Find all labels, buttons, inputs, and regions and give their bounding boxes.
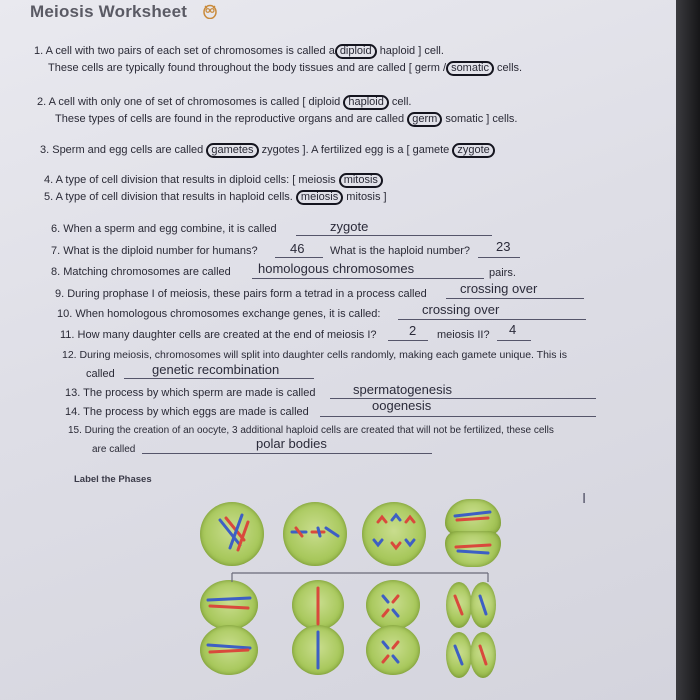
text-cursor-icon: I	[582, 490, 587, 507]
question-11b: meiosis II?	[437, 329, 490, 341]
answer-q8: homologous chromosomes	[258, 261, 415, 276]
question-7a: 7. What is the diploid number for humans?	[51, 245, 258, 257]
answer-q11b: 4	[509, 322, 517, 337]
circled-answer: gametes	[206, 143, 258, 158]
answer-q7b: 23	[496, 239, 511, 254]
page-title: Meiosis Worksheet	[30, 2, 188, 21]
answer-q10: crossing over	[422, 302, 500, 317]
screen-bezel	[676, 0, 700, 700]
question-15-line-2: are called	[92, 444, 136, 455]
circled-answer: mitosis	[339, 173, 383, 188]
question-8: 8. Matching chromosomes are called	[51, 266, 231, 278]
answer-q11a: 2	[409, 323, 417, 338]
circled-answer: zygote	[452, 143, 494, 158]
answer-q6: zygote	[330, 219, 369, 234]
question-12-line-1: 12. During meiosis, chromosomes will split into daughter cells randomly, making each gamete unique. This is	[62, 349, 568, 361]
question-5: 5. A type of cell division that results in haploid cells. meiosis mitosis ]	[44, 191, 387, 203]
answer-q12: genetic recombination	[152, 362, 280, 377]
question-3: 3. Sperm and egg cells are called gametes zygotes ]. A fertilized egg is a [ gamete zygote	[40, 143, 495, 158]
question-6: 6. When a sperm and egg combine, it is called	[51, 223, 277, 235]
circled-answer: diploid	[335, 44, 377, 59]
question-14: 14. The process by which eggs are made is called	[65, 406, 309, 418]
question-10: 10. When homologous chromosomes exchange genes, it is called:	[57, 308, 381, 320]
question-12-line-2: called	[86, 368, 115, 380]
question-15-line-1: 15. During the creation of an oocyte, 3 additional haploid cells are created that will not be fertilized, these cells	[68, 425, 554, 436]
answer-q14: oogenesis	[372, 398, 432, 413]
circled-answer: meiosis	[296, 190, 343, 205]
question-8-post: pairs.	[489, 267, 516, 279]
circled-answer: haploid	[343, 95, 388, 110]
answer-q15: polar bodies	[256, 436, 327, 451]
question-1-line-2: These cells are typically found throughout the body tissues and are called [ germ / somatic cells.	[48, 62, 523, 74]
question-11a: 11. How many daughter cells are created at the end of meiosis I?	[60, 329, 377, 341]
question-2-line-2: These types of cells are found in the reproductive organs and are called germ somatic ] cells.	[55, 113, 518, 125]
answer-q13: spermatogenesis	[353, 382, 452, 397]
circled-answer: germ	[407, 112, 442, 127]
answer-q7a: 46	[290, 241, 305, 256]
question-9: 9. During prophase I of meiosis, these pairs form a tetrad in a process called	[55, 288, 427, 300]
question-1-line-1: 1. A cell with two pairs of each set of chromosomes is called a diploid haploid ] cell.	[34, 45, 444, 57]
question-13: 13. The process by which sperm are made is called	[65, 387, 316, 399]
circled-answer: somatic	[446, 61, 494, 76]
question-4: 4. A type of cell division that results in diploid cells: [ meiosis mitosis	[44, 173, 383, 188]
answer-q9: crossing over	[460, 281, 538, 296]
question-2-line-1: 2. A cell with only one of set of chromosomes is called [ diploid haploid cell.	[37, 96, 412, 108]
question-7b: What is the haploid number?	[330, 245, 471, 257]
label-phases-heading: Label the Phases	[74, 474, 152, 485]
